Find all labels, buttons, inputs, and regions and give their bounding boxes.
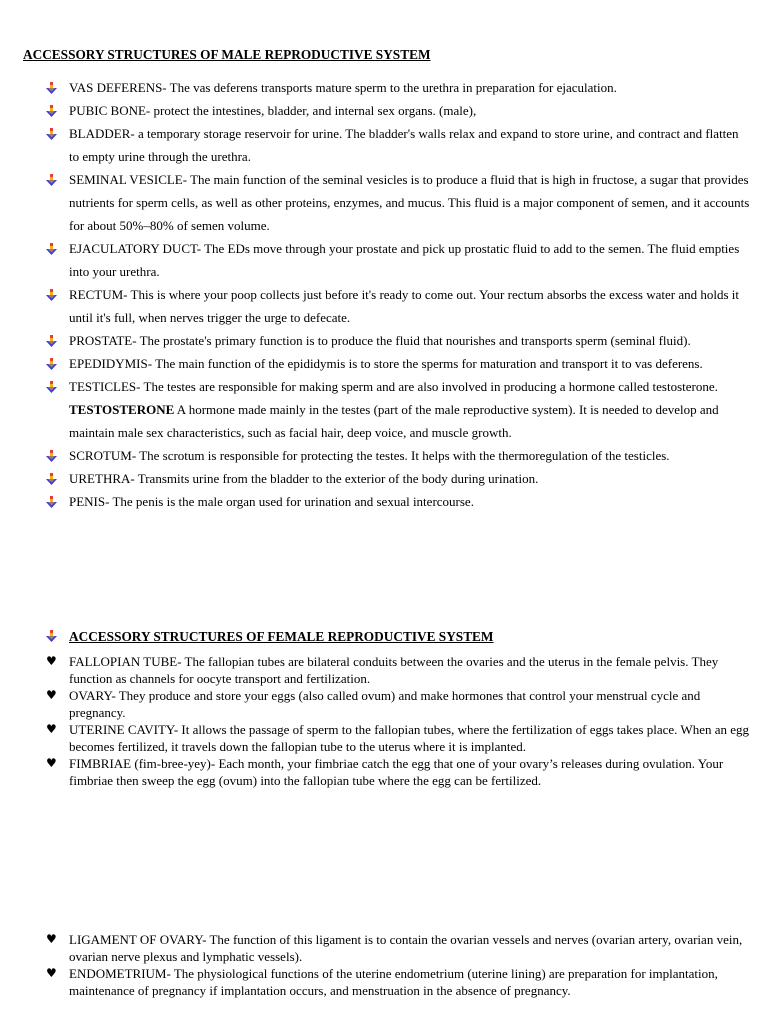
heart-bullet-icon: ♥ [46,966,57,980]
male-structures-list [46,76,751,513]
list-item [46,329,751,352]
list-item [46,653,751,687]
down-arrow-bullet-icon [46,450,57,462]
down-arrow-bullet-icon [46,128,57,140]
list-item-text: ENDOMETRIUM- The physiological functions of the uterine endometrium (uterine lining) are preparation for implantation, maintenance of pregnancy if implantation occurs, and menstruation in the absence of pregnancy. [69,966,718,998]
list-item [46,168,751,237]
list-item-text: TESTICLES- The testes are responsible for making sperm and are also involved in producing a hormone called testosterone. [69,379,718,394]
list-item-text: VAS DEFERENS- The vas deferens transports mature sperm to the urethra in preparation for ejaculation. [69,80,617,95]
list-item-text: EJACULATORY DUCT- The EDs move through your prostate and pick up prostatic fluid to add to the semen. The fluid empties into your urethra. [69,241,740,279]
list-item-text: PENIS- The penis is the male organ used for urination and sexual intercourse. [69,494,474,509]
list-item [46,755,751,789]
list-item [46,444,751,467]
list-item [46,931,751,965]
down-arrow-bullet-icon [46,82,57,94]
list-item [46,965,751,999]
heart-bullet-icon: ♥ [46,932,57,946]
list-item [46,490,751,513]
down-arrow-bullet-icon [46,496,57,508]
list-item [46,375,751,444]
list-item [46,721,751,755]
list-item-text: UTERINE CAVITY- It allows the passage of sperm to the fallopian tubes, where the fertilization of eggs takes place. When an egg becomes fertilized, it travels down the fallopian tube to the uterus where it is implanted. [69,722,750,754]
heart-bullet-icon: ♥ [46,722,57,736]
heart-bullet-icon: ♥ [46,756,57,770]
down-arrow-bullet-icon [46,289,57,301]
list-item [46,687,751,721]
female-heading-text: ACCESSORY STRUCTURES OF FEMALE REPRODUCTIVE SYSTEM [69,629,494,644]
female-structures-list [46,653,751,789]
down-arrow-bullet-icon [46,381,57,393]
list-item-text: FALLOPIAN TUBE- The fallopian tubes are bilateral conduits between the ovaries and the uterus in the female pelvis. They function as channels for oocyte transport and fertilization. [69,654,719,686]
list-item-text: PUBIC BONE- protect the intestines, bladder, and internal sex organs. (male), [69,103,477,118]
down-arrow-bullet-icon [46,174,57,186]
list-item [46,122,751,168]
male-section-heading: ACCESSORY STRUCTURES OF MALE REPRODUCTIVE SYSTEM [23,47,431,62]
female-section-heading [46,629,493,645]
list-item-text: OVARY- They produce and store your eggs (also called ovum) and make hormones that control your menstrual cycle and pregnancy. [69,688,701,720]
list-item [46,283,751,329]
down-arrow-bullet-icon [46,473,57,485]
down-arrow-bullet-icon [46,335,57,347]
list-item-text-continued: A hormone made mainly in the testes (part of the male reproductive system). It is needed to develop and maintain male sex characteristics, such as facial hair, deep voice, and muscle growth. [69,402,719,440]
list-item-text: SEMINAL VESICLE- The main function of the seminal vesicles is to produce a fluid that is high in fructose, a sugar that provides nutrients for sperm cells, as well as other proteins, enzymes, and mucus. This fluid is a major component of semen, and it accounts for about 50%–80% of semen volume. [69,172,750,233]
list-item [46,99,751,122]
list-item [46,352,751,375]
list-item-text: PROSTATE- The prostate's primary function is to produce the fluid that nourishes and transports sperm (seminal fluid). [69,333,691,348]
list-item-text: BLADDER- a temporary storage reservoir for urine. The bladder's walls relax and expand to store urine, and contract and flatten to empty urine through the urethra. [69,126,739,164]
list-item-text: SCROTUM- The scrotum is responsible for protecting the testes. It helps with the thermoregulation of the testicles. [69,448,670,463]
down-arrow-bullet-icon [46,358,57,370]
testosterone-term: TESTOSTERONE [69,402,175,417]
heart-bullet-icon: ♥ [46,688,57,702]
down-arrow-bullet-icon [46,243,57,255]
list-item-text: LIGAMENT OF OVARY- The function of this ligament is to contain the ovarian vessels and nerves (ovarian artery, ovarian vein, ovarian nerve plexus and lymphatic vessels). [69,932,743,964]
list-item-text: RECTUM- This is where your poop collects just before it's ready to come out. Your rectum absorbs the excess water and holds it until it's full, when nerves trigger the urge to defecate. [69,287,740,325]
list-item [46,237,751,283]
female-structures-list-continued [46,931,751,999]
list-item [46,76,751,99]
list-item-text: URETHRA- Transmits urine from the bladder to the exterior of the body during urination. [69,471,539,486]
down-arrow-bullet-icon [46,630,57,642]
list-item-text: FIMBRIAE (fim-bree-yey)- Each month, your fimbriae catch the egg that one of your ovary’s releases during ovulation. Your fimbriae then sweep the egg (ovum) into the fallopian tube where the egg can be fertilized. [69,756,724,788]
list-item [46,467,751,490]
list-item-text: EPEDIDYMIS- The main function of the epididymis is to store the sperms for maturation and transport it to vas deferens. [69,356,703,371]
heart-bullet-icon: ♥ [46,654,57,668]
down-arrow-bullet-icon [46,105,57,117]
